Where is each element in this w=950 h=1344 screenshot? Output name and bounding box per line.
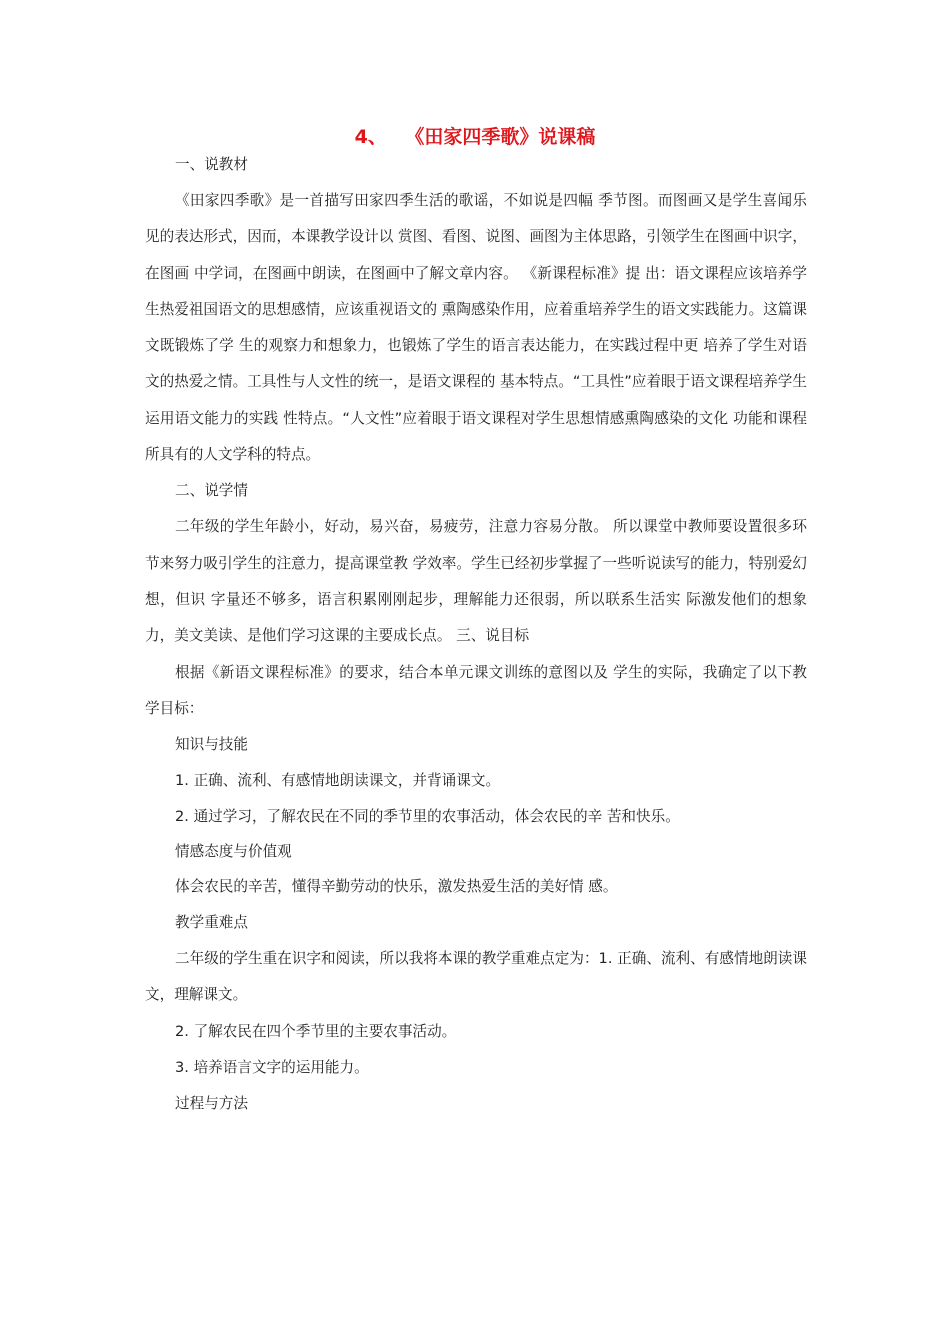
- paragraph-textbook: 《田家四季歌》是一首描写田家四季生活的歌谣，不如说是四幅 季节图。而图画又是学生喜闻乐见的表达形式，因而，本课教学设计以 赏图、看图、说图、画图为主体思路，引领学生在图画中识字，在图画 中学词，在图画中朗读，在图画中了解文章内容。 《新课程标准》提 出：语文课程应该培养学生热爱祖国语文的思想感情，应该重视语文的 熏陶感染作用，应着重培养学生的语文实践能力。这篇课文既锻炼了学 生的观察力和想象力，也锻炼了学生的语言表达能力，在实践过程中更 培养了学生对语文的热爱之情。工具性与人文性的统一，是语文课程的 基本特点。“工具性”应着眼于语文课程培养学生运用语文能力的实践 性特点。“人文性”应着眼于语文课程对学生思想情感熏陶感染的文化 功能和课程所具有的人文学科的特点。: [145, 192, 807, 464]
- title-text: 《田家四季歌》说课稿: [414, 126, 596, 148]
- section-heading-textbook: 一、说教材: [175, 156, 248, 173]
- document-body: [145, 147, 807, 1122]
- difficulty-item-3: 3. 培养语言文字的运用能力。: [175, 1058, 369, 1076]
- emotion-text: 体会农民的辛苦，懂得辛勤劳动的快乐，激发热爱生活的美好情 感。: [175, 878, 618, 896]
- subheading-emotion: 情感态度与价值观: [175, 843, 292, 861]
- knowledge-item-2: 2. 通过学习，了解农民在不同的季节里的农事活动，体会农民的辛 苦和快乐。: [175, 808, 680, 826]
- title-number: 4、: [354, 126, 387, 148]
- subheading-process: 过程与方法: [175, 1094, 248, 1112]
- subheading-knowledge: 知识与技能: [175, 736, 248, 754]
- difficulty-item-2: 2. 了解农民在四个季节里的主要农事活动。: [175, 1022, 457, 1040]
- subheading-difficulty: 教学重难点: [175, 914, 248, 932]
- paragraph-goals: 根据《新语文课程标准》的要求，结合本单元课文训练的意图以及 学生的实际，我确定了以下教学目标：: [145, 663, 807, 717]
- paragraph-students: 二年级的学生年龄小，好动，易兴奋，易疲劳，注意力容易分散。 所以课堂中教师要设置很多环节来努力吸引学生的注意力，提高课堂教 学效率。学生已经初步掌握了一些听说读写的能力，特别爱幻想，但识 字量还不够多，语言积累刚刚起步，理解能力还很弱，所以联系生活实 际激发他们的想象力，美文美读、是他们学习这课的主要成长点。 三、说目标: [145, 518, 807, 645]
- paragraph-difficulty: 二年级的学生重在识字和阅读，所以我将本课的教学重难点定为：1. 正确、流利、有感情地朗读课文，理解课文。: [145, 950, 807, 1004]
- section-heading-students: 二、说学情: [175, 482, 248, 500]
- knowledge-item-1: 1. 正确、流利、有感情地朗读课文，并背诵课文。: [175, 772, 501, 790]
